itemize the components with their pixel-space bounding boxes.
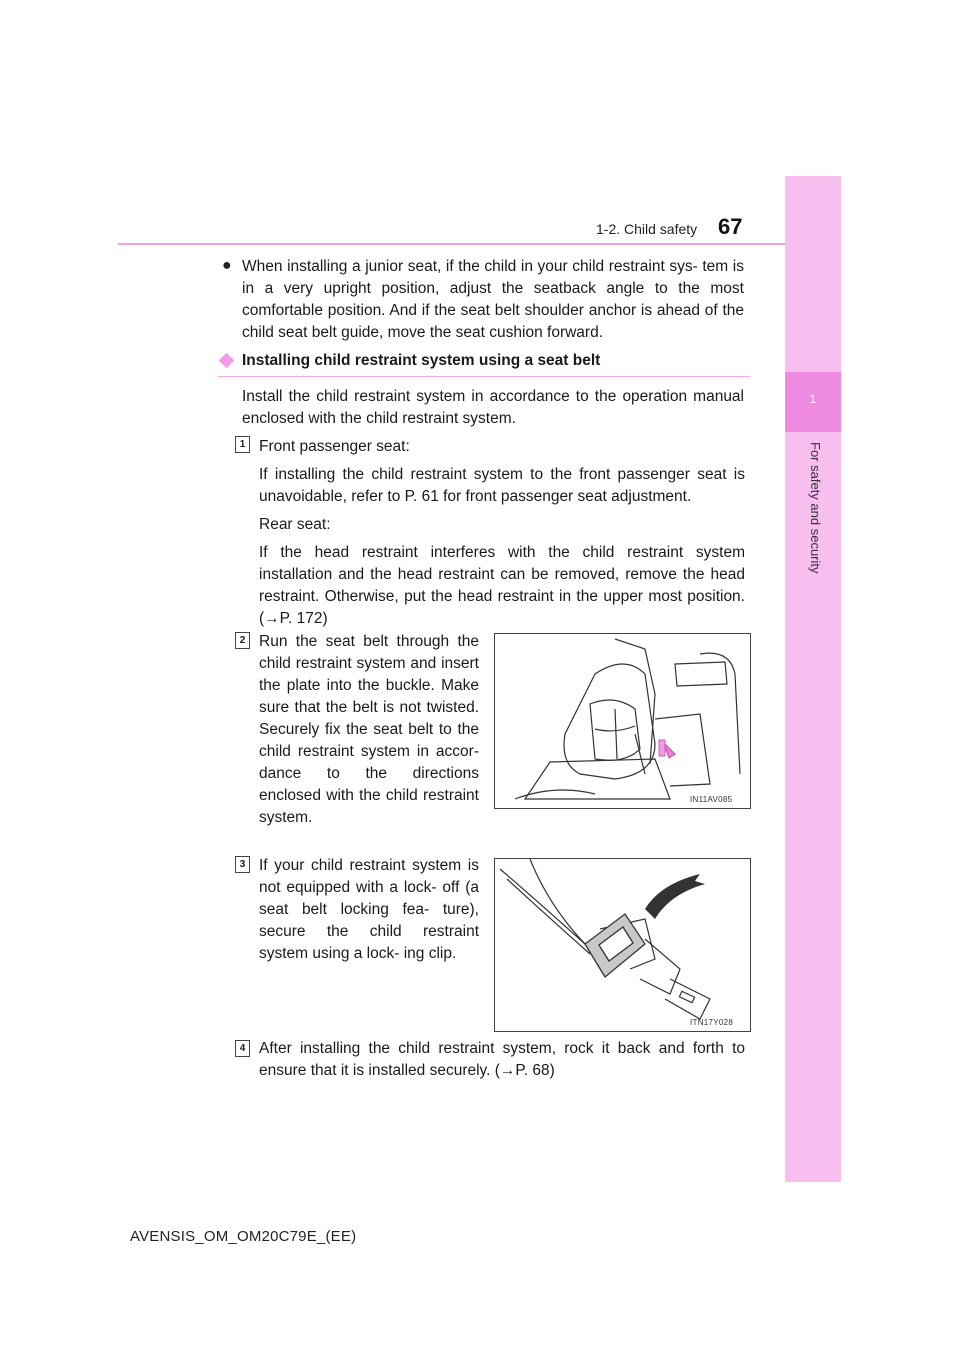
subheading xyxy=(218,352,750,377)
locking-clip-figure xyxy=(494,858,751,1032)
step-badge-1: 1 xyxy=(235,436,250,453)
step-3-text: If your child restraint system is not equipped with a lock- off (a seat belt locking fea- ture), secure the child restraint system using a lock- ing clip. xyxy=(259,857,479,962)
header-divider xyxy=(118,243,785,245)
step-1 xyxy=(259,436,745,636)
bullet-icon: ● xyxy=(222,257,232,274)
intro-paragraph xyxy=(242,386,744,430)
step-1-text-front: If installing the child restraint system to the front passenger seat is unavoidable, refer to P. 61 for front passenger seat adjustment. xyxy=(259,466,745,505)
chapter-sidebar xyxy=(785,176,841,1182)
bullet-note xyxy=(222,256,744,344)
subheading-text: Installing child restraint system using a seat belt xyxy=(242,352,601,369)
step-4-text: After installing the child restraint system, rock it back and forth to ensure that it is installed securely. (→P. 68) xyxy=(259,1040,745,1079)
diamond-icon xyxy=(219,353,235,369)
step-badge-4: 4 xyxy=(235,1040,250,1057)
step-4 xyxy=(259,1038,745,1088)
locking-clip-illustration xyxy=(495,859,750,1031)
child-seat-illustration xyxy=(495,634,750,808)
section-title: 1-2. Child safety xyxy=(596,221,698,237)
figure-code: ITN17Y028 xyxy=(690,1018,734,1027)
child-seat-figure xyxy=(494,633,751,809)
figure-code: IN11AV085 xyxy=(690,795,733,804)
step-badge-2: 2 xyxy=(235,632,250,649)
page-number: 67 xyxy=(718,214,743,239)
step-2-text: Run the seat belt through the child restraint system and insert the plate into the buckle. Make sure that the belt is not twisted. Securely fix the seat belt to the child restraint system in accor- dance to the directions enclosed with the child restraint system. xyxy=(259,633,479,826)
bullet-text: When installing a junior seat, if the child in your child restraint sys- tem is in a very upright position, adjust the seatback angle to the most comfortable position. And if the seat belt shoulder anchor is ahead of the child seat belt guide, move the seat cushion forward. xyxy=(242,258,744,341)
step-3 xyxy=(259,855,479,971)
chapter-title: For safety and security xyxy=(808,442,823,574)
document-code: AVENSIS_OM_OM20C79E_(EE) xyxy=(130,1228,357,1245)
intro-text: Install the child restraint system in accordance to the operation manual enclosed with the child restraint system. xyxy=(242,388,744,427)
step-1-text-rear: If the head restraint interferes with the child restraint system installation and the head restraint can be removed, remove the head restraint. Otherwise, put the head restraint in the upper most position. (→P. 172) xyxy=(259,544,745,627)
step-1-title-front: Front passenger seat: xyxy=(259,438,410,455)
step-badge-3: 3 xyxy=(235,856,250,873)
step-2 xyxy=(259,631,479,835)
chapter-number: 1 xyxy=(809,392,817,406)
step-1-title-rear: Rear seat: xyxy=(259,516,331,533)
